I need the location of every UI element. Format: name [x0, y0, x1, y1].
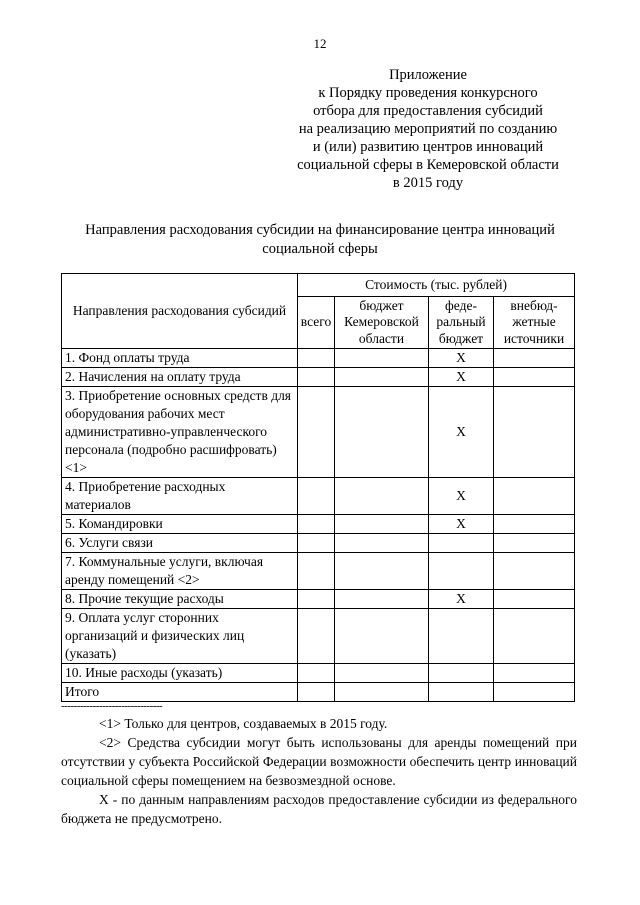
cell-total: [298, 478, 335, 515]
cell-extra: [494, 368, 575, 387]
appendix-line: Приложение: [389, 67, 467, 83]
cell-extra: [494, 683, 575, 702]
table-row: [62, 515, 575, 534]
cell-total: [298, 368, 335, 387]
appendix-line: в 2015 году: [392, 175, 464, 191]
table-row: [62, 349, 575, 368]
appendix-line: социальной сферы в Кемеровской области: [297, 157, 559, 173]
cell-extra: [494, 590, 575, 609]
appendix-block: [278, 66, 578, 192]
table-row: [62, 534, 575, 553]
footnote-separator: --------------------------------: [61, 700, 163, 712]
row-direction: 8. Прочие текущие расходы: [62, 590, 298, 609]
cell-regional: [335, 387, 429, 478]
cell-federal: Х: [429, 387, 494, 478]
cell-federal: Х: [429, 478, 494, 515]
appendix-line: и (или) развитию центров инноваций: [312, 139, 544, 155]
cell-total: [298, 349, 335, 368]
table-row: [62, 387, 575, 478]
row-direction: 10. Иные расходы (указать): [62, 664, 298, 683]
cell-federal: [429, 553, 494, 590]
row-direction: 6. Услуги связи: [62, 534, 298, 553]
cell-total: [298, 683, 335, 702]
cell-federal: Х: [429, 368, 494, 387]
cell-extra: [494, 534, 575, 553]
header-extrabudgetary: внебюд-жетные источники: [494, 297, 575, 349]
cell-total: [298, 609, 335, 664]
table-row: [62, 368, 575, 387]
cell-extra: [494, 515, 575, 534]
title-line: социальной сферы: [262, 241, 378, 257]
cell-extra: [494, 349, 575, 368]
row-direction: 3. Приобретение основных средств для оборудования рабочих мест административно-управленческого персонала (подробно расшифровать) <1>: [62, 387, 298, 478]
cell-total: [298, 590, 335, 609]
table-row: [62, 609, 575, 664]
cell-federal: [429, 683, 494, 702]
header-total: всего: [298, 297, 335, 349]
table-row: [62, 664, 575, 683]
expense-table: [61, 273, 575, 702]
title-line: Направления расходования субсидии на финансирование центра инноваций: [85, 222, 555, 238]
cell-regional: [335, 478, 429, 515]
cell-federal: Х: [429, 349, 494, 368]
row-direction: 7. Коммунальные услуги, включая аренду помещений <2>: [62, 553, 298, 590]
appendix-line: на реализацию мероприятий по созданию: [298, 121, 558, 137]
appendix-line: к Порядку проведения конкурсного: [318, 85, 538, 101]
cell-federal: [429, 664, 494, 683]
header-regional-budget: бюджет Кемеровской области: [335, 297, 429, 349]
cell-extra: [494, 478, 575, 515]
header-federal-budget: феде-ральный бюджет: [429, 297, 494, 349]
cell-regional: [335, 368, 429, 387]
cell-regional: [335, 349, 429, 368]
cell-regional: [335, 534, 429, 553]
cell-federal: [429, 534, 494, 553]
row-direction: Итого: [62, 683, 298, 702]
cell-total: [298, 553, 335, 590]
row-direction: 9. Оплата услуг сторонних организаций и физических лиц (указать): [62, 609, 298, 664]
footnote-2: <2> Средства субсидии могут быть использованы для аренды помещений при отсутствии у субъекта Российской Федерации возможности обеспечить центр инноваций социальной сферы помещением на безвозмездной основе.: [61, 735, 577, 788]
cell-regional: [335, 553, 429, 590]
row-direction: 4. Приобретение расходных материалов: [62, 478, 298, 515]
cell-total: [298, 534, 335, 553]
cell-total: [298, 515, 335, 534]
cell-federal: [429, 609, 494, 664]
cell-extra: [494, 387, 575, 478]
table-row: [62, 683, 575, 702]
cell-federal: Х: [429, 590, 494, 609]
row-direction: 5. Командировки: [62, 515, 298, 534]
cell-extra: [494, 664, 575, 683]
cell-federal: Х: [429, 515, 494, 534]
header-direction: Направления расходования субсидий: [62, 274, 298, 349]
cell-extra: [494, 609, 575, 664]
cell-regional: [335, 590, 429, 609]
cell-total: [298, 387, 335, 478]
table-row: [62, 590, 575, 609]
cell-regional: [335, 609, 429, 664]
footnotes: [61, 714, 577, 828]
document-title: [60, 221, 580, 259]
cell-extra: [494, 553, 575, 590]
cell-regional: [335, 515, 429, 534]
cell-regional: [335, 664, 429, 683]
cell-total: [298, 664, 335, 683]
footnote-x: Х - по данным направлениям расходов предоставление субсидии из федерального бюджета не предусмотрено.: [61, 792, 577, 826]
table-row: [62, 478, 575, 515]
table-row: [62, 553, 575, 590]
header-cost: Стоимость (тыс. рублей): [298, 274, 575, 297]
cell-regional: [335, 683, 429, 702]
page-number: 12: [313, 36, 327, 51]
footnote-1: <1> Только для центров, создаваемых в 2015 году.: [99, 716, 388, 731]
appendix-line: отбора для предоставления субсидий: [313, 103, 543, 119]
row-direction: 2. Начисления на оплату труда: [62, 368, 298, 387]
row-direction: 1. Фонд оплаты труда: [62, 349, 298, 368]
